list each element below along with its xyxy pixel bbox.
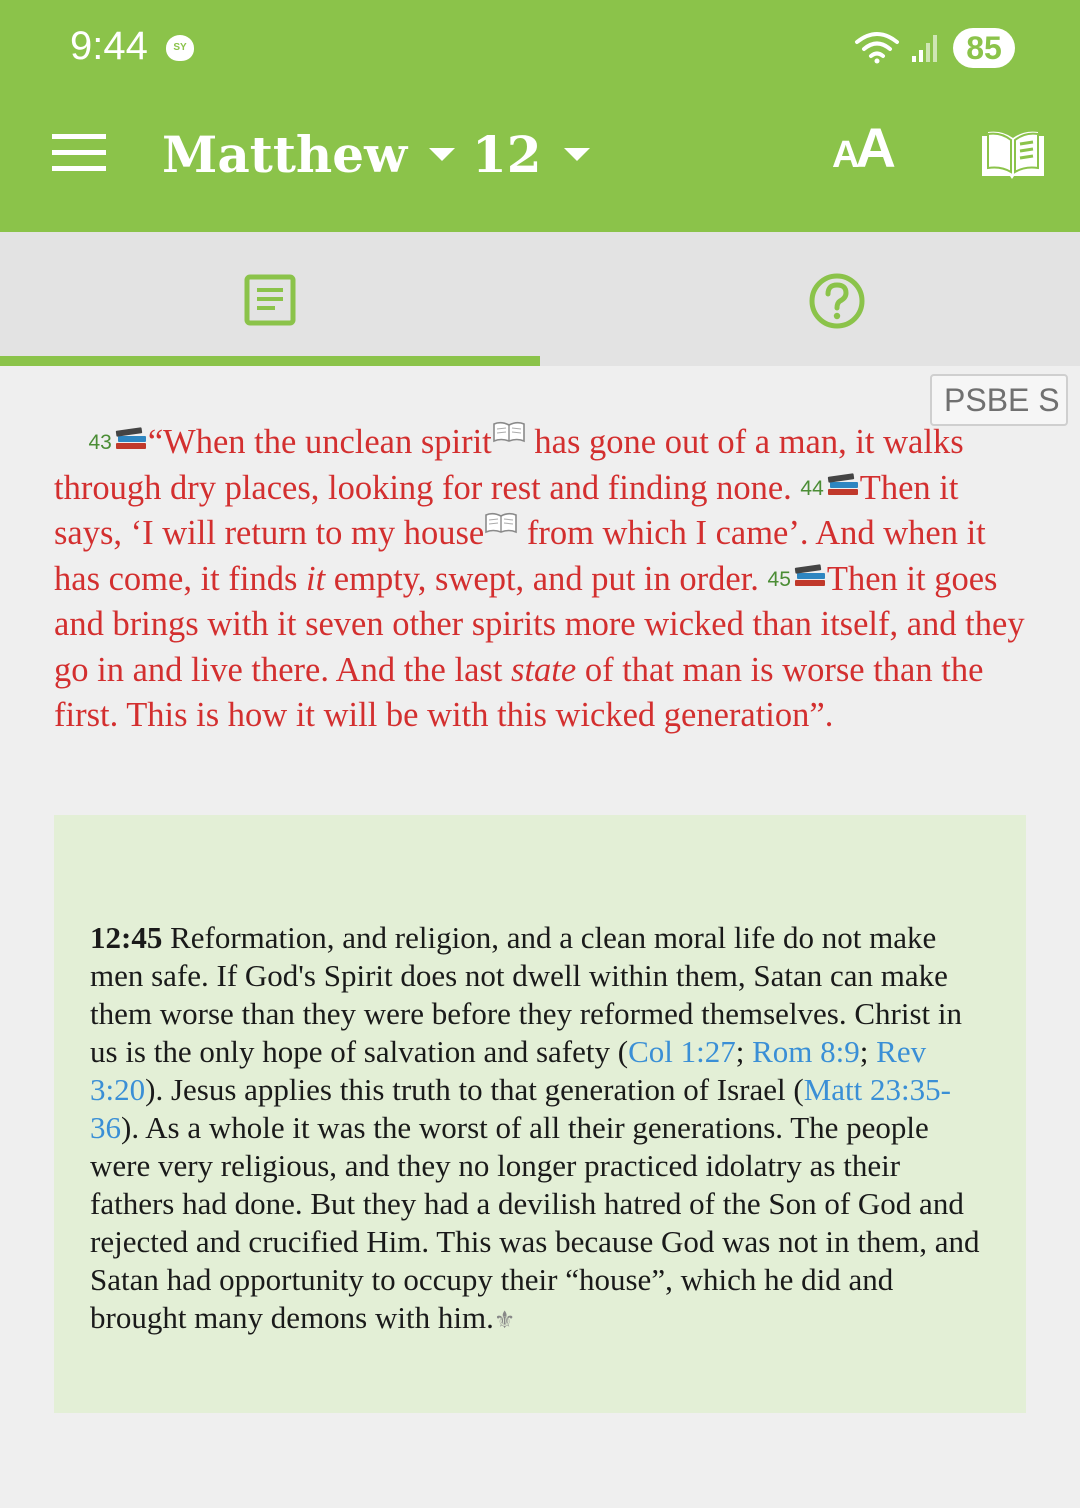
commentary-reference: 12:45 (90, 920, 163, 955)
cross-reference-link[interactable]: Rev 3:20 (90, 1034, 927, 1107)
dictionary-icon[interactable] (484, 512, 518, 534)
verse-text: has gone out of a man, it walks through dry places, looking for rest and finding none. (54, 423, 964, 507)
tab-notes[interactable] (0, 232, 540, 366)
help-icon (808, 272, 866, 330)
tab-help[interactable] (540, 232, 1080, 366)
cross-reference-link[interactable]: Rom 8:9 (752, 1034, 860, 1069)
chevron-down-icon (564, 148, 590, 161)
sy-icon: SY (166, 35, 194, 61)
verse-number[interactable]: 43 (88, 431, 112, 454)
cross-reference-link[interactable]: Matt 23:35-36 (90, 1072, 951, 1145)
book-name: Matthew (162, 124, 408, 184)
font-size-icon[interactable]: AA (832, 116, 896, 179)
scripture-passage (54, 420, 1029, 739)
signal-icon (910, 32, 942, 64)
tab-indicator (0, 356, 540, 366)
wifi-icon (854, 30, 900, 64)
status-time: 9:44 (70, 24, 148, 68)
commentary-text: 12:45 Reformation, and religion, and a clean moral life do not make men safe. If God's Spirit does not dwell within them, Satan can make them worse than they were before they reformed themselves. Christ in us is the only hope of salvation and safety (Col 1:27; Rom 8:9; Rev 3:20). Jesus applies this truth to that generation of Israel (Matt 23:35-36). As a whole it was the worst of all their generations. The people were very religious, and they no longer practiced idolatry as their fathers had done. But they had a devilish hatred of the Son of God and rejected and crucified Him. This was because God was not in them, and Satan had opportunity to occupy their “house”, which he did and brought many demons with him.⚜ (90, 920, 980, 1335)
verse-text: Then it goes and brings with it seven other spirits more wicked than itself, and they go in and live there. And the last (54, 559, 1025, 689)
app-bar (0, 0, 1080, 232)
verse-number[interactable]: 44 (800, 476, 824, 500)
verse-text: from which I came’. And when it has come, it finds (54, 514, 986, 598)
verse-number[interactable]: 45 (767, 567, 791, 591)
notes-icon (244, 274, 296, 326)
dictionary-icon[interactable] (492, 421, 526, 443)
books-icon[interactable] (826, 471, 860, 497)
battery-level: 85 (953, 28, 1015, 68)
fleur-de-lis-icon: ⚜ (493, 1308, 516, 1334)
cross-reference-link[interactable]: Col 1:27 (628, 1034, 736, 1069)
book-selector[interactable] (162, 122, 455, 186)
verse-text: “When the unclean spirit (147, 423, 492, 461)
books-icon[interactable] (793, 562, 827, 588)
version-badge[interactable]: PSBE S (930, 374, 1068, 426)
menu-icon[interactable] (52, 134, 106, 172)
books-icon[interactable] (114, 425, 148, 451)
verse-text: Then it says, ‘I will return to my house (54, 468, 959, 552)
verse-italic: it (306, 559, 326, 598)
open-book-icon[interactable] (980, 130, 1046, 180)
tab-bar (0, 232, 1080, 366)
verse-text: of that man is worse than the first. This is how it will be with this wicked generation”. (54, 650, 984, 734)
chapter-number: 12 (472, 124, 542, 184)
verse-italic: state (511, 650, 577, 689)
chevron-down-icon (429, 148, 455, 161)
commentary-box (54, 815, 1026, 1413)
verse-text: empty, swept, and put in order. (325, 559, 768, 598)
chapter-selector[interactable] (472, 122, 590, 186)
